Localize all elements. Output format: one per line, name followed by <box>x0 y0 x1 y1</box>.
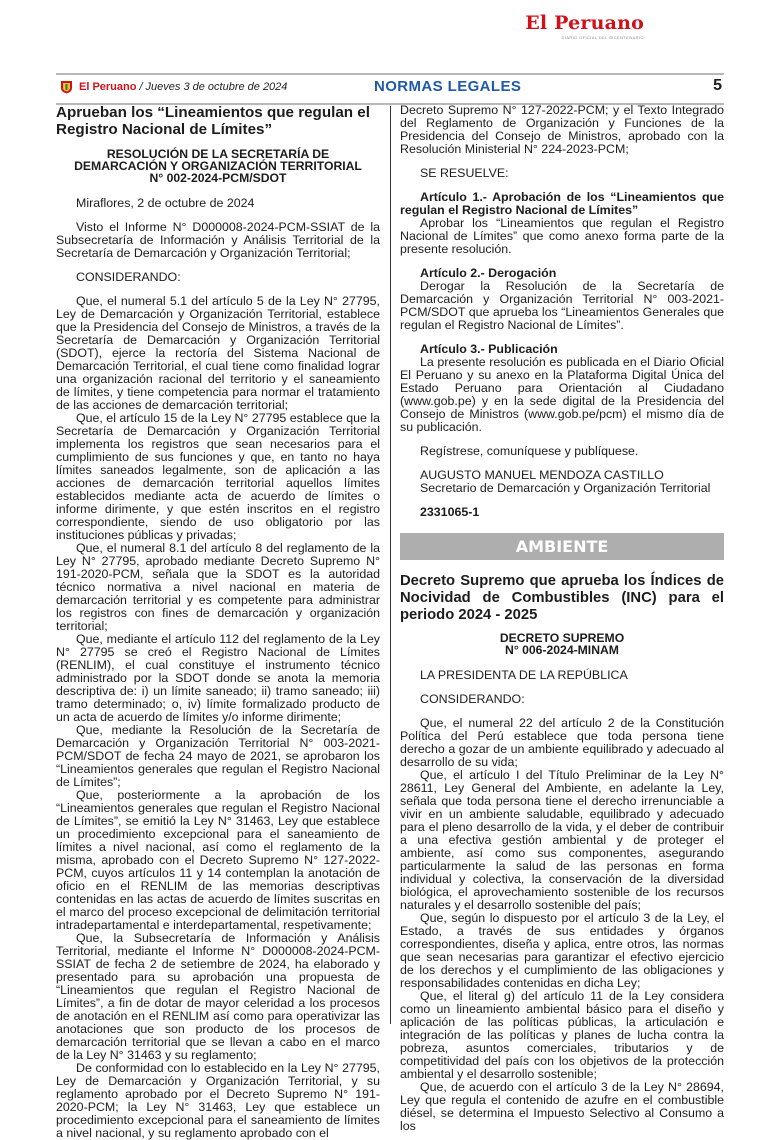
body-paragraph: Que, el numeral 8.1 del artículo 8 del reglamento de la Ley N° 27795, aprobado mediante Decreto Supremo N° 191-2020-PCM, señala que la SDOT es la autoridad técnico normativa a nivel nacional en materia de demarcación territorial y es competente para administrar los registros con fines de demarcación y organización territorial; <box>56 541 380 633</box>
body-paragraph: Que, el literal g) del artículo 11 de la Ley considera como un lineamiento ambiental básico para el diseño y aplicación de las políticas públicas, la articulación e integración de las políticas y planes de lucha contra la pobreza, asuntos comerciales, tributarios y de competitividad del país con los objetivos de la protección ambiental y el desarrollo sostenible; <box>400 989 724 1081</box>
article-1-body: Aprobar los “Lineamientos que regulan el Registro Nacional de Límites” que como anexo forma parte de la presente resolución. <box>400 216 724 256</box>
masthead-logo: El Peruano <box>525 12 644 34</box>
place-date: Miraflores, 2 de octubre de 2024 <box>76 196 255 210</box>
publication-code: 2331065-1 <box>420 505 480 519</box>
body-paragraph: Que, de acuerdo con el artículo 3 de la Ley N° 28694, Ley que regula el contenido de azufre en el combustible diésel, se determina el Impuesto Selectivo al Consumo a los <box>400 1080 724 1133</box>
body-paragraph: De conformidad con lo establecido en la Ley N° 27795, Ley de Demarcación y Organización Territorial, y su reglamento aprobado por el Decreto Supremo N° 191-2020-PCM; la Ley N° 31463, Ley que establece un procedimiento excepcional para el saneamiento de límites a nivel nacional, y su reglamento aprobado con el <box>56 1061 380 1140</box>
article-3-body: La presente resolución es publicada en el Diario Oficial El Peruano y su anexo en la Plataforma Digital Única del Estado Peruano para Orientación al Ciudadano (www.gob.pe) y en la sede digital de la Presidencia del Consejo de Ministros (www.gob.pe/pcm) el mismo día de su publicación. <box>400 355 724 434</box>
signer-name: AUGUSTO MANUEL MENDOZA CASTILLO <box>420 468 664 482</box>
header-separator: / <box>139 81 143 93</box>
right-column <box>400 104 724 1133</box>
considerando-heading: CONSIDERANDO: <box>76 270 181 284</box>
closing-formula: Regístrese, comuníquese y publíquese. <box>420 444 639 458</box>
section-banner: AMBIENTE <box>400 533 724 560</box>
body-paragraph: Que, según lo dispuesto por el artículo 3 de la Ley, el Estado, a través de sus entidades y órganos correspondientes, diseña y aplica, entre otros, las normas que sean necesarias para garantizar el efectivo ejercicio de los derechos y el cumplimiento de las obligaciones y responsabilidades contenidas en dicha Ley; <box>400 911 724 990</box>
body-paragraph: Que, el numeral 22 del artículo 2 de la Constitución Política del Perú establece que toda persona tiene derecho a gozar de un ambiente equilibrado y adecuado al desarrollo de su vida; <box>400 716 724 769</box>
left-column <box>56 104 380 1140</box>
section-title: NORMAS LEGALES <box>374 78 522 95</box>
article-1-title: Artículo 1.- Aprobación de los “Lineamientos que regulan el Registro Nacional de Límites” <box>400 190 724 217</box>
resolution-heading-line: DEMARCACIÓN Y ORGANIZACIÓN TERRITORIAL <box>74 159 362 173</box>
visto-paragraph: Visto el Informe N° D000008-2024-PCM-SSIAT de la Subsecretaría de Información y Análisis Territorial de la Secretaría de Demarcación y Organización Territorial; <box>56 220 380 260</box>
resolution-heading-line: N° 002-2024-PCM/SDOT <box>149 171 287 185</box>
body-paragraph: Que, la Subsecretaría de Información y Análisis Territorial, mediante el Informe N° D000008-2024-PCM-SSIAT de fecha 2 de setiembre de 2024, ha elaborado y presentado para su aprobación una propuesta de “Lineamientos que regulan el Registro Nacional de Límites”, a fin de dotar de mayor celeridad a los procesos de anotación en el RENLIM así como para operativizar las anotaciones que son producto de los procesos de demarcación territorial que se llevan a cabo en el marco de la Ley N° 31463 y su reglamento; <box>56 931 380 1062</box>
considerando-heading: CONSIDERANDO: <box>420 692 525 706</box>
decree-heading <box>400 632 724 656</box>
resolution-heading <box>56 148 380 184</box>
header-brand-name: El Peruano <box>79 81 137 93</box>
header-date: Jueves 3 de octubre de 2024 <box>145 81 288 93</box>
masthead <box>525 12 644 40</box>
body-paragraph: Que, mediante el artículo 112 del reglamento de la Ley N° 27795 se creó el Registro Nacional de Límites (RENLIM), el cual constituye el instrumento técnico administrado por la SDOT donde se anota la memoria descriptiva de: i) un límite saneado; ii) tramo saneado; iii) tramo determinado; o, iv) límite formalizado producto de un acta de acuerdo de límites y/o informe dirimente; <box>56 632 380 724</box>
body-paragraph: Que, mediante la Resolución de la Secretaría de Demarcación y Organización Territorial N° 003-2021-PCM/SDOT de fecha 24 mayo de 2021, se aprobaron los “Lineamientos generales que regulan el Registro Nacional de Límites”; <box>56 723 380 789</box>
body-paragraph: Que, el artículo I del Título Preliminar de la Ley N° 28611, Ley General del Ambiente, en adelante la Ley, señala que toda persona tiene el derecho irrenunciable a vivir en un ambiente saludable, equilibrado y adecuado para el pleno desarrollo de la vida, y el deber de contribuir a una efectiva gestión ambiental y de proteger el ambiente, así como sus componentes, asegurando particularmente la salud de las personas en forma individual y colectiva, la conservación de la diversidad biológica, el aprovechamiento sostenible de los recursos naturales y el desarrollo sostenible del país; <box>400 768 724 912</box>
column-divider <box>390 106 391 1024</box>
body-paragraph: Que, el numeral 5.1 del artículo 5 de la Ley N° 27795, Ley de Demarcación y Organización Territorial, establece que la Presidencia del Consejo de Ministros, a través de la Secretaría de Demarcación y Organización Territorial (SDOT), ejerce la rectoría del Sistema Nacional de Demarcación Territorial, el cual tiene como finalidad lograr una organización racional del territorio y el saneamiento de límites, y tiene competencia para normar el tratamiento de las acciones de demarcación territorial; <box>56 294 380 412</box>
signer-role: Secretario de Demarcación y Organización Territorial <box>420 481 711 495</box>
article-title: Aprueban los “Lineamientos que regulan el Registro Nacional de Límites” <box>56 104 370 138</box>
article-2-body: Derogar la Resolución de la Secretaría de Demarcación y Organización Territorial N° 003-2021-PCM/SDOT que aprueba los “Lineamientos Generales que regulan el Registro Nacional de Límites”. <box>400 279 724 332</box>
masthead-tagline: DIARIO OFICIAL DEL BICENTENARIO <box>561 35 644 40</box>
resolution-heading-line: RESOLUCIÓN DE LA SECRETARÍA DE <box>106 147 330 161</box>
body-paragraph: Que, posteriormente a la aprobación de los “Lineamientos generales que regulan el Registro Nacional de Límites”, se emitió la Ley N° 31463, Ley que establece un procedimiento excepcional para el saneamiento de límites a nivel nacional, así como el reglamento de la misma, aprobado con el Decreto Supremo N° 127-2022-PCM, cuyos artículos 11 y 14 contemplan la anotación de oficio en el RENLIM de las memorias descriptivas contenidas en las actas de acuerdo de límites suscritas en el marco del proceso excepcional de delimitación territorial intradepartamental e interdepartamental, respetivamente; <box>56 788 380 932</box>
decree-heading-line: N° 006-2024-MINAM <box>505 643 619 657</box>
article-3-title: Artículo 3.- Publicación <box>420 342 558 356</box>
header-brand <box>60 80 287 94</box>
decree-title: Decreto Supremo que aprueba los Índices de Nocividad de Combustibles (INC) para el periodo 2024 - 2025 <box>400 573 724 623</box>
coat-of-arms-icon <box>60 80 73 94</box>
presidenta-heading: LA PRESIDENTA DE LA REPÚBLICA <box>420 668 628 682</box>
decree-heading-line: DECRETO SUPREMO <box>499 631 625 645</box>
body-paragraph: Que, el artículo 15 de la Ley N° 27795 establece que la Secretaría de Demarcación y Organización Territorial implementa los registros que sean necesarios para el cumplimiento de sus funciones y que, en tanto no haya límites saneados legalmente, son de aplicación a las acciones de demarcación territorial aquellos límites establecidos mediante acta de acuerdo de límites o informe dirimente, y que estén inscritos en el registro correspondiente, siendo de uso obligatorio por las instituciones públicas y privadas; <box>56 411 380 542</box>
se-resuelve-heading: SE RESUELVE: <box>420 166 509 180</box>
article-2-title: Artículo 2.- Derogación <box>420 266 557 280</box>
page-number: 5 <box>713 77 722 94</box>
page-header <box>56 73 724 105</box>
body-paragraph: Decreto Supremo N° 127-2022-PCM; y el Texto Integrado del Reglamento de Organización y Funciones de la Presidencia del Consejo de Ministros, aprobado con la Resolución Ministerial N° 224-2023-PCM; <box>400 103 724 156</box>
